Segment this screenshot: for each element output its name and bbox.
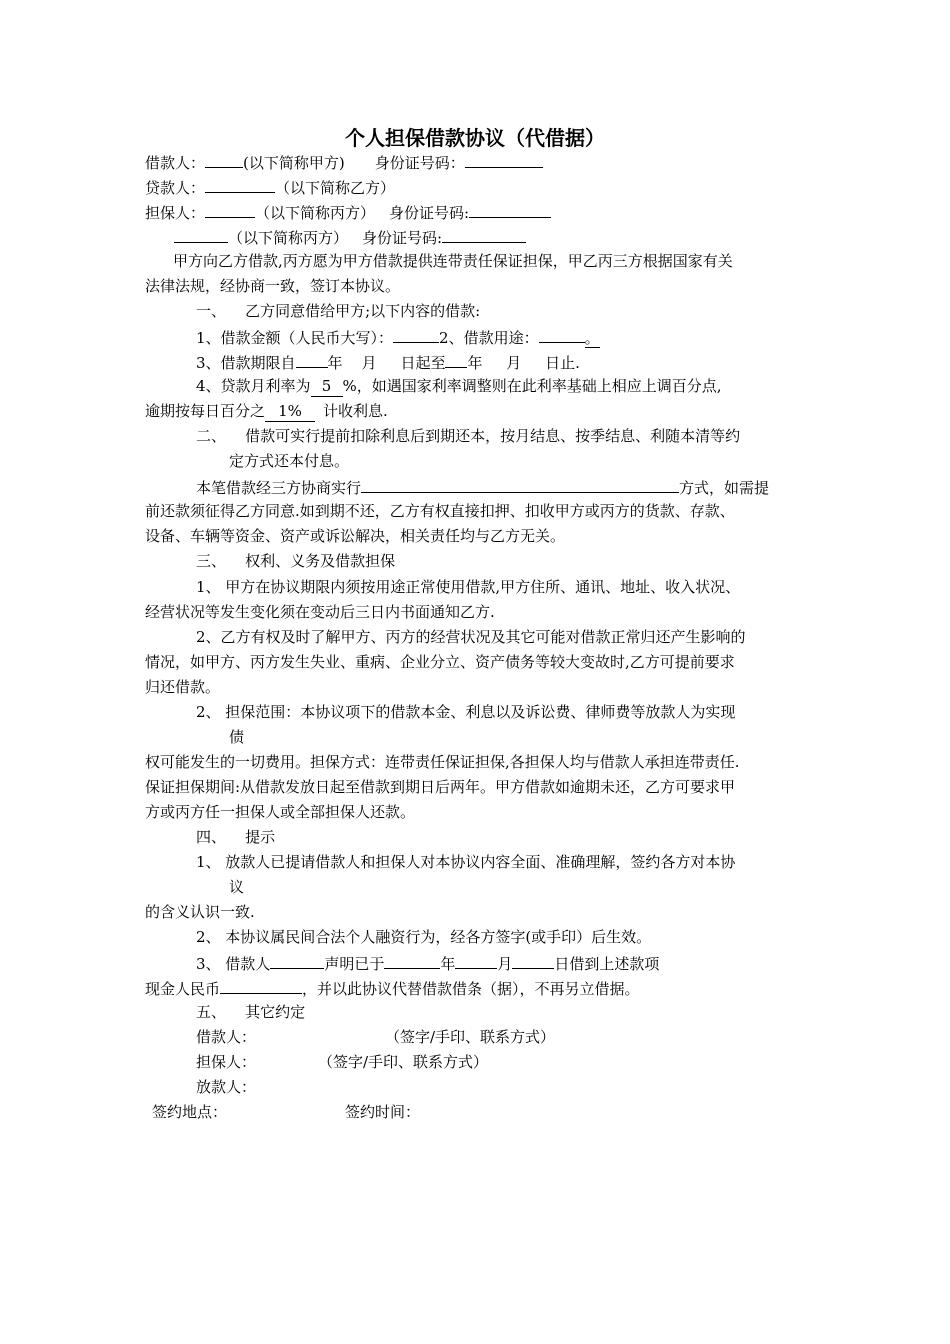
interest-rate-label: 4、贷款月利率为 (196, 377, 311, 395)
loan-term-line (196, 351, 580, 373)
guarantor2-id-blank[interactable] (442, 226, 526, 243)
page-title: 个人担保借款协议（代借据） (345, 126, 605, 150)
borrower-id-label: 身份证号码： (374, 154, 465, 172)
guarantor2-id-label: 身份证号码: (362, 229, 443, 247)
guarantor2-alias: （以下简称丙方） (228, 229, 349, 247)
overdue-rate-line (145, 401, 388, 422)
lender-alias: （以下简称乙方） (275, 179, 396, 197)
intro-line-1: 甲方向乙方借款,丙方愿为甲方借款提供连带责任保证担保，甲乙丙三方根据国家有关 (173, 252, 733, 270)
borrower-alias: (以下简称甲方) (243, 154, 345, 172)
loan-term-end: 年 月 日止. (467, 354, 580, 372)
loan-purpose-blank[interactable] (539, 326, 585, 343)
start-year-blank[interactable] (296, 351, 328, 368)
section-2-line-2: 定方式还本付息。 (229, 452, 350, 470)
overdue-rate-value: 1% (265, 401, 315, 422)
repayment-method-label: 本笔借款经三方协商实行 (196, 479, 362, 497)
sig-guarantor-label: 担保人： (196, 1053, 257, 1071)
declaration-month-blank[interactable] (455, 952, 497, 969)
section-3-item-2-line-3: 归还借款。 (145, 678, 221, 696)
sig-guarantor-note: （签字/手印、联系方式） (318, 1053, 489, 1071)
loan-purpose-end: 。 (584, 329, 600, 347)
cash-amount-blank[interactable] (220, 977, 302, 994)
section-3-item-1-line-2: 经营状况等发生变化须在变动后三日内书面通知乙方. (145, 603, 495, 621)
loan-purpose-label: 2、借款用途： (439, 329, 539, 347)
loan-amount-blank[interactable] (393, 326, 439, 343)
sig-borrower-note: （签字/手印、联系方式） (385, 1028, 556, 1046)
guarantor1-id-blank[interactable] (469, 201, 551, 218)
section-4-item-2: 2、 本协议属民间合法个人融资行为，经各方签字(或手印）后生效。 (196, 928, 652, 946)
section-3-item-3-line-5: 方或丙方任一担保人或全部担保人还款。 (145, 803, 416, 821)
section-3-item-3-line-2: 债 (229, 728, 245, 746)
repayment-method-blank[interactable] (361, 476, 679, 493)
overdue-rate-label: 逾期按每日百分之 (145, 402, 266, 420)
section-5-heading: 五、 其它约定 (196, 1003, 306, 1021)
section-3-heading: 三、 权利、义务及借款担保 (196, 552, 396, 570)
guarantor1-name-blank[interactable] (205, 201, 255, 218)
loan-term-label: 3、借款期限自 (196, 354, 296, 372)
sig-borrower-label: 借款人： (196, 1028, 257, 1046)
declaration-line-1 (196, 952, 659, 974)
borrower-name-blank[interactable] (205, 151, 243, 168)
section-3-item-2-line-1: 2、乙方有权及时了解甲方、丙方的经营状况及其它可能对借款正常归还产生影响的 (196, 628, 746, 646)
overdue-rate-end: 计收利息. (323, 402, 388, 420)
section-2-line-5: 设备、车辆等资金、资产或诉讼解决，相关责任均与乙方无关。 (145, 527, 566, 545)
loan-amount-label: 1、借款金额（人民币大写）： (196, 329, 394, 347)
lender-line (145, 176, 395, 198)
section-4-item-1-line-2: 议 (229, 878, 245, 896)
guarantor1-alias: （以下简称丙方） (255, 204, 376, 222)
declarant-blank[interactable] (270, 952, 324, 969)
section-3-item-3-line-1: 2、 担保范围：本协议项下的借款本金、利息以及诉讼费、律师费等放款人为实现 (196, 703, 736, 721)
section-3-item-3-line-3: 权可能发生的一切费用。担保方式：连带责任保证担保,各担保人均与借款人承担连带责任. (145, 753, 740, 771)
loan-amount-line (196, 326, 600, 348)
guarantor-line-1 (145, 201, 551, 223)
sig-time-label: 签约时间： (345, 1103, 421, 1121)
lender-name-blank[interactable] (205, 176, 275, 193)
guarantor-line-2 (174, 226, 526, 248)
declaration-line-2-end: ，并以此协议代替借款借条（据），不再另立借据。 (302, 980, 640, 998)
section-4-item-1-line-3: 的含义认识一致. (145, 903, 255, 921)
declaration-day-blank[interactable] (512, 952, 554, 969)
declaration-label: 3、 借款人 (196, 955, 271, 973)
borrower-id-blank[interactable] (465, 151, 543, 168)
declaration-year-label: 年 (440, 955, 456, 973)
lender-label: 贷款人： (145, 179, 206, 197)
declaration-year-blank[interactable] (384, 952, 440, 969)
end-year-blank[interactable] (445, 351, 467, 368)
borrower-line (145, 151, 543, 173)
sig-lender-label: 放款人： (196, 1078, 257, 1096)
section-4-item-1-line-1: 1、 放款人已提请借款人和担保人对本协议内容全面、准确理解，签约各方对本协 (196, 853, 736, 871)
guarantor-label: 担保人： (145, 204, 206, 222)
guarantor2-name-blank[interactable] (174, 226, 228, 243)
section-2-line-4: 前还款须征得乙方同意.如到期不还，乙方有权直接扣押、扣收甲方或丙方的货款、存款、 (145, 502, 735, 520)
section-3-item-3-line-4: 保证担保期间:从借款发放日起至借款到期日后两年。甲方借款如逾期未还，乙方可要求甲 (145, 778, 736, 796)
interest-rate-line (196, 376, 722, 397)
declaration-line-2 (145, 977, 640, 999)
declaration-month-label: 月 (497, 955, 513, 973)
section-2-heading: 二、 借款可实行提前扣除利息后到期还本，按月结息、按季结息、利随本清等约 (196, 427, 741, 445)
section-4-heading: 四、 提示 (196, 828, 276, 846)
cash-amount-label: 现金人民币 (145, 980, 221, 998)
repayment-method-line (196, 476, 769, 498)
guarantor1-id-label: 身份证号码: (389, 204, 470, 222)
monthly-rate-value: 5 (311, 376, 343, 397)
borrower-label: 借款人： (145, 154, 206, 172)
section-1-heading: 一、 乙方同意借给甲方;以下内容的借款: (196, 302, 481, 320)
declaration-end: 日借到上述款项 (554, 955, 660, 973)
intro-line-2: 法律法规，经协商一致，签订本协议。 (145, 277, 401, 295)
loan-term-mid: 年 月 日起至 (327, 354, 446, 372)
interest-rate-text: %，如遇国家利率调整则在此利率基础上相应上调百分点, (342, 377, 722, 395)
section-3-item-1-line-1: 1、 甲方在协议期限内须按用途正常使用借款,甲方住所、通讯、地址、收入状况、 (196, 578, 741, 596)
sig-place-label: 签约地点： (152, 1103, 228, 1121)
repayment-method-end: 方式，如需提 (679, 479, 770, 497)
section-3-item-2-line-2: 情况，如甲方、丙方发生失业、重病、企业分立、资产债务等较大变故时,乙方可提前要求 (145, 653, 735, 671)
declaration-text: 声明已于 (324, 955, 385, 973)
